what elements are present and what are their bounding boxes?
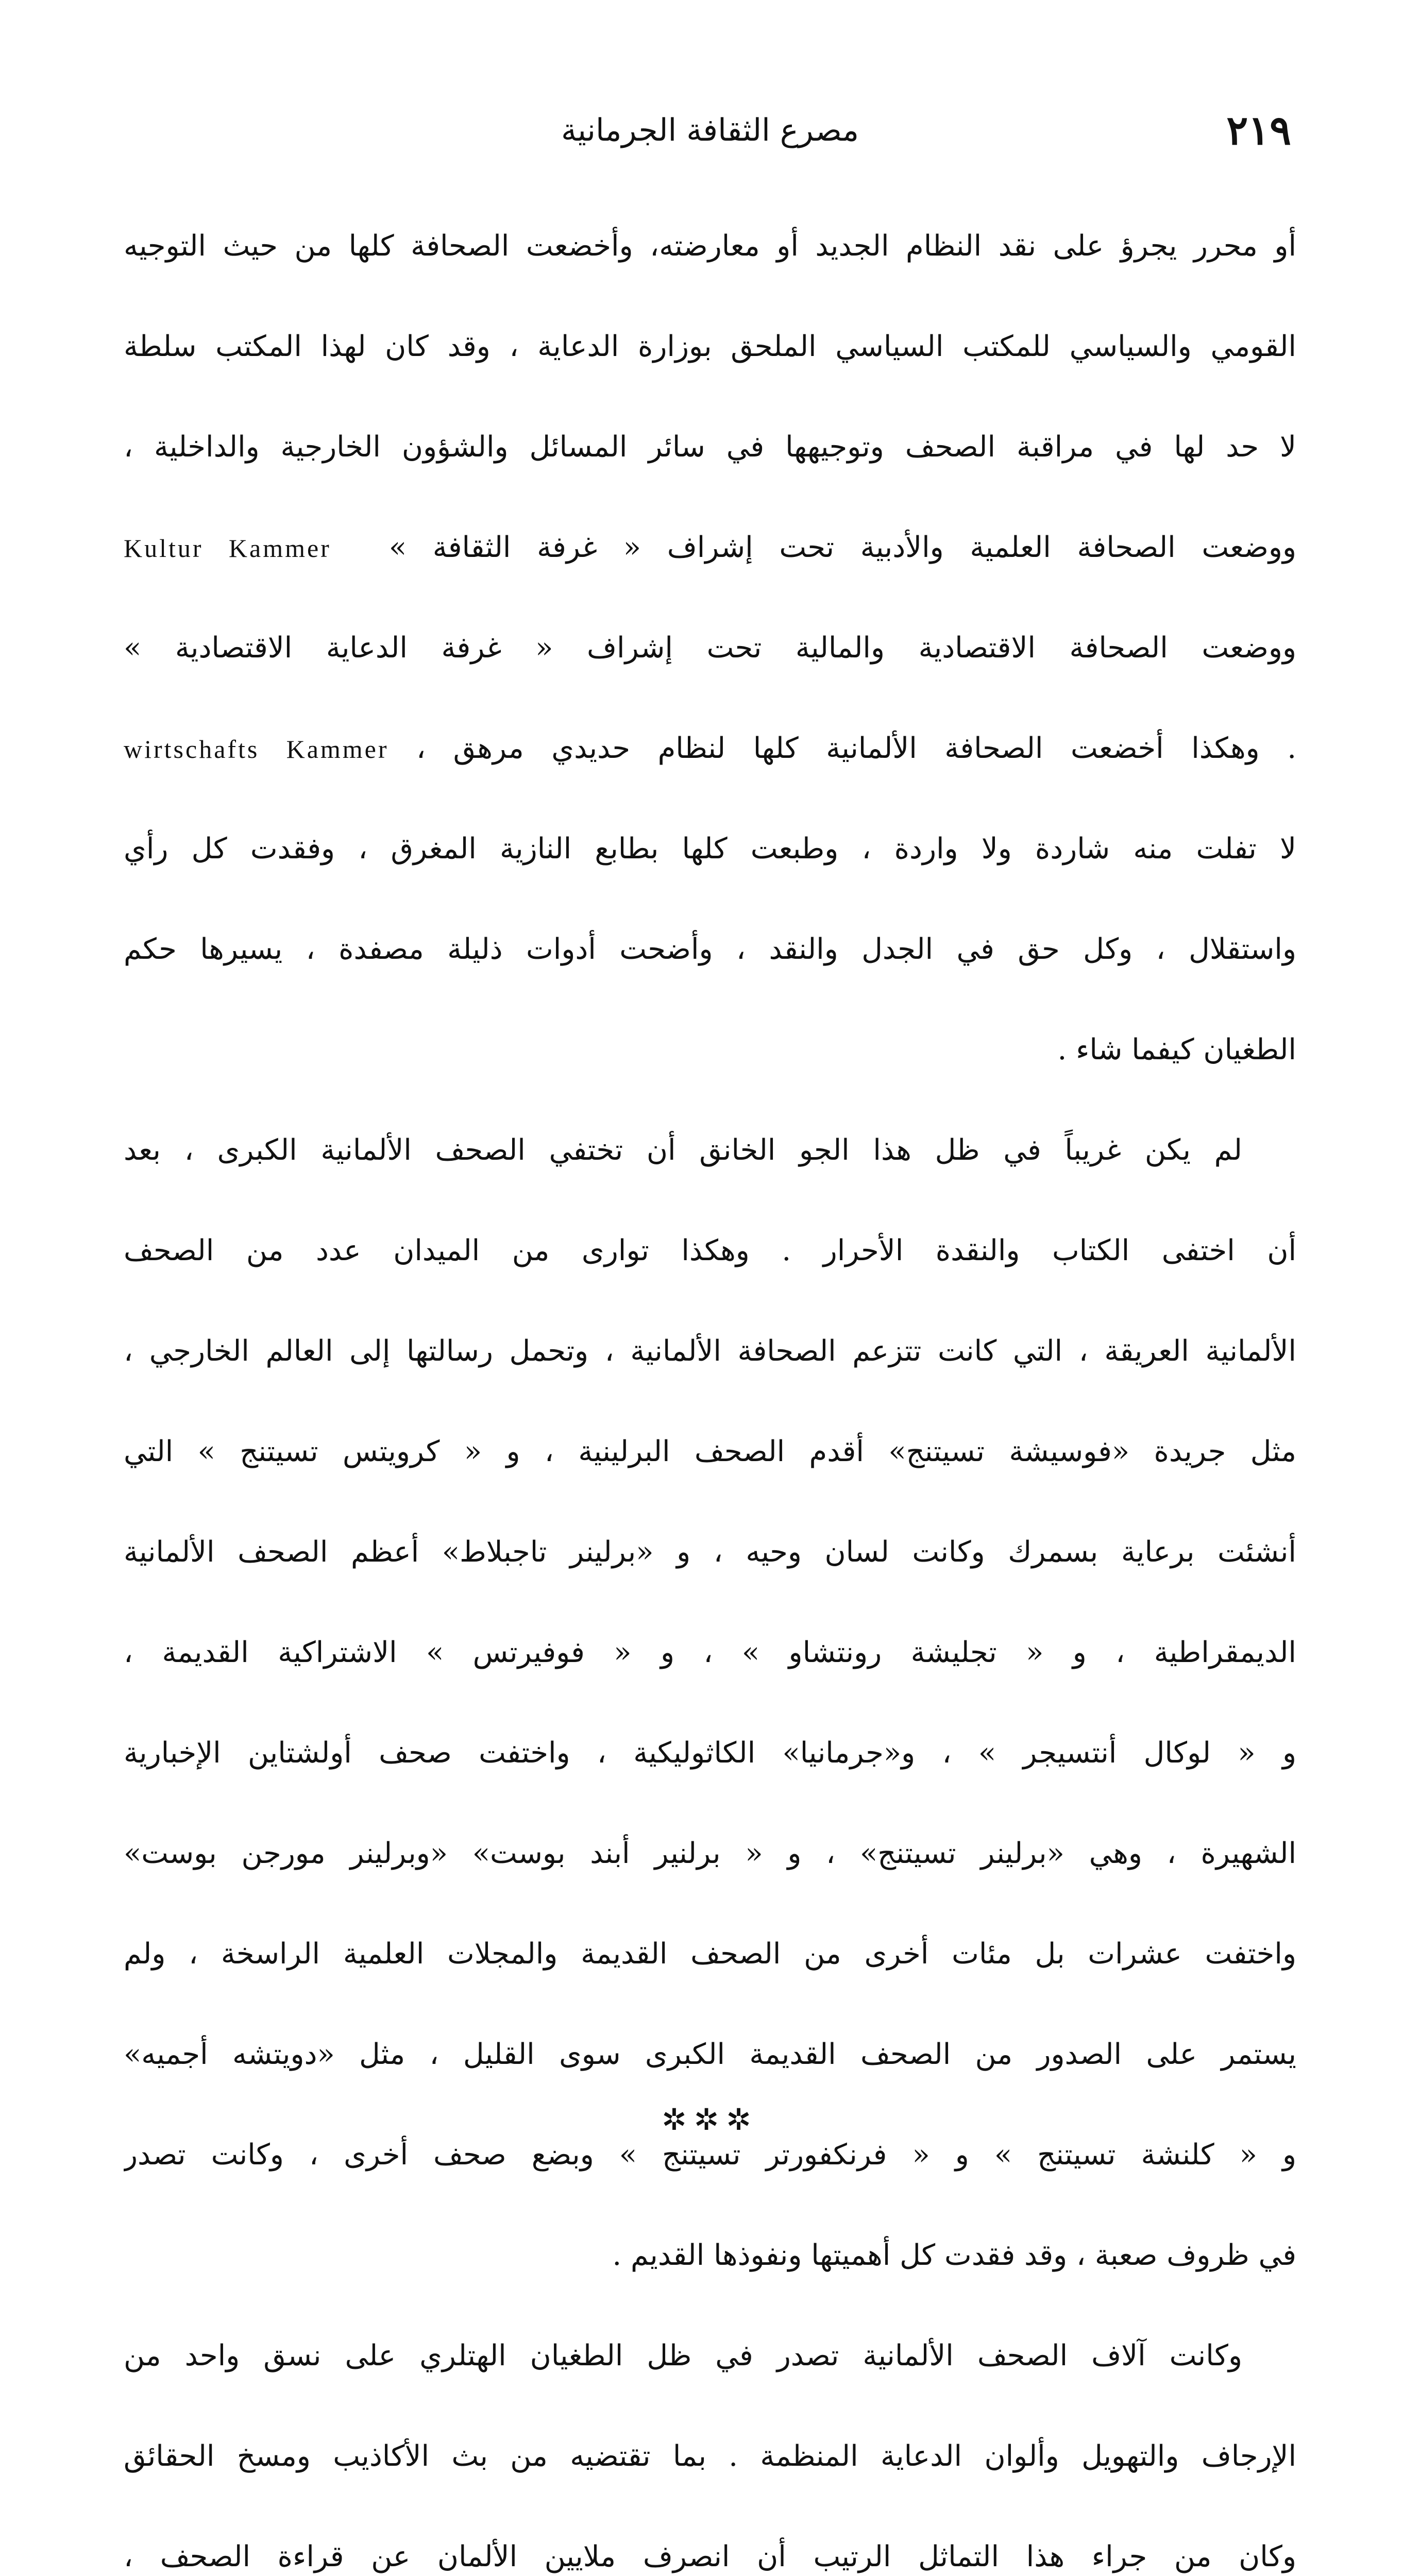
text-line: أو محرر يجرؤ على نقد النظام الجديد أو معارضته، وأخضعت الصحافة كلها من حيث التوجيه (124, 229, 1296, 263)
page-number: ٢١٩ (1226, 107, 1291, 154)
text-line: مثل جريدة «فوسيشة تسيتنج» أقدم الصحف البرلينية ، و « كرويتس تسيتنج » التي (124, 1435, 1296, 1468)
text-line-with-foreign-term (124, 698, 1296, 799)
text-line: أن اختفى الكتاب والنقدة الأحرار . وهكذا توارى من الميدان عدد من الصحف (124, 1234, 1296, 1267)
foreign-term: Kultur Kammer (124, 534, 331, 563)
text-line: يستمر على الصدور من الصحف القديمة الكبرى سوى القليل ، مثل «دويتشه أجميه» (124, 2038, 1296, 2071)
text-line-arabic: . وهكذا أخضعت الصحافة الألمانية كلها لنظام حديدي مرهق ، (416, 732, 1296, 765)
text-line: واستقلال ، وكل حق في الجدل والنقد ، وأضحت أدوات ذليلة مصفدة ، يسيرها حكم (124, 933, 1296, 966)
foreign-term: wirtschafts Kammer (124, 735, 389, 764)
text-line: الديمقراطية ، و « تجليشة رونتشاو » ، و « فوفيرتس » الاشتراكية القديمة ، (124, 1636, 1296, 1669)
text-line: لا تفلت منه شاردة ولا واردة ، وطبعت كلها بطابع النازية المغرق ، وفقدت كل رأي (124, 832, 1296, 866)
paragraph-start-line: وكانت آلاف الصحف الألمانية تصدر في ظل الطغيان الهتلري على نسق واحد من (124, 2339, 1243, 2372)
text-line: ووضعت الصحافة الاقتصادية والمالية تحت إشراف « غرفة الدعاية الاقتصادية » (124, 631, 1296, 665)
text-line: و « لوكال أنتسيجر » ، و«جرمانيا» الكاثوليكية ، واختفت صحف أولشتاين الإخبارية (124, 1736, 1296, 1770)
body-text (124, 196, 1296, 2576)
section-ornament: ✲✲✲ (662, 2102, 758, 2137)
text-line: أنشئت برعاية بسمرك وكانت لسان وحيه ، و «برلينر تاجبلاط» أعظم الصحف الألمانية (124, 1535, 1296, 1569)
running-head (129, 106, 1291, 167)
text-line: الشهيرة ، وهي «برلينر تسيتنج» ، و « برلنير أبند بوست» «وبرلينر مورجن بوست» (124, 1837, 1296, 1870)
text-line: الألمانية العريقة ، التي كانت تتزعم الصحافة الألمانية ، وتحمل رسالتها إلى العالم الخارجي ، (124, 1334, 1296, 1368)
text-line-with-foreign-term (124, 497, 1296, 598)
running-title: مصرع الثقافة الجرمانية (561, 112, 859, 148)
paragraph-start-line: لم يكن غريباً في ظل هذا الجو الخانق أن تختفي الصحف الألمانية الكبرى ، بعد (124, 1133, 1242, 1167)
paragraph-end-line: الطغيان كيفما شاء . (1057, 1033, 1296, 1066)
text-line: و « كلنشة تسيتنج » و « فرنكفورتر تسيتنج » وبضع صحف أخرى ، وكانت تصدر (124, 2138, 1296, 2172)
text-line: وكان من جراء هذا التماثل الرتيب أن انصرف ملايين الألمان عن قراءة الصحف ، (124, 2540, 1296, 2573)
text-line: الإرجاف والتهويل وألوان الدعاية المنظمة . بما تقتضيه من بث الأكاذيب ومسخ الحقائق (124, 2439, 1296, 2473)
text-line: واختفت عشرات بل مئات أخرى من الصحف القديمة والمجلات العلمية الراسخة ، ولم (124, 1937, 1296, 1971)
text-line: لا حد لها في مراقبة الصحف وتوجيهها في سائر المسائل والشؤون الخارجية والداخلية ، (124, 430, 1296, 464)
text-line: القومي والسياسي للمكتب السياسي الملحق بوزارة الدعاية ، وقد كان لهذا المكتب سلطة (124, 330, 1296, 363)
text-line-arabic: ووضعت الصحافة العلمية والأدبية تحت إشراف « غرفة الثقافة » (388, 531, 1296, 564)
paragraph-end-line: في ظروف صعبة ، وقد فقدت كل أهميتها ونفوذها القديم . (612, 2239, 1296, 2272)
